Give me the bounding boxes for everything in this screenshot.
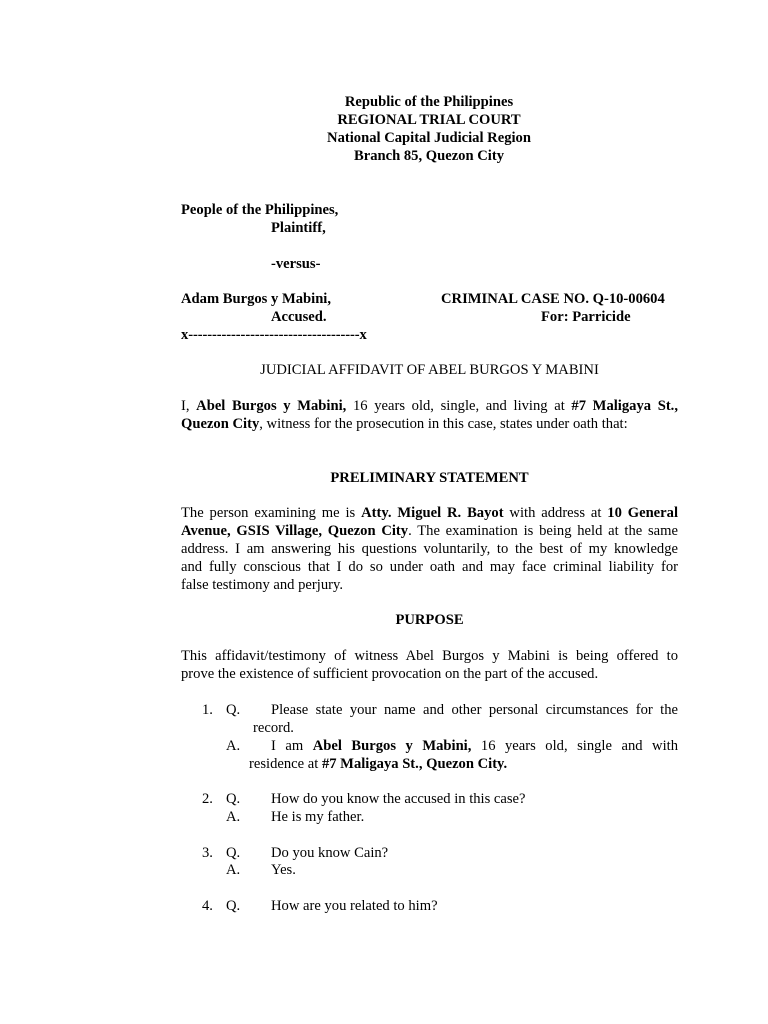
- answer-text: [271, 737, 678, 755]
- plaintiff-role: Plaintiff,: [271, 220, 326, 236]
- preliminary-line-3: address. I am answering his questions voluntarily, to the best of my knowledge: [181, 541, 678, 557]
- answer-text: He is my father.: [271, 809, 365, 825]
- answer-witness-name: Abel Burgos y Mabini,: [312, 738, 472, 754]
- answer-text-cont: [249, 755, 507, 773]
- header-republic: Republic of the Philippines: [344, 94, 514, 110]
- intro-mid: 16 years old, single, and living at: [346, 398, 572, 414]
- answer-residence-pre: residence at: [249, 756, 322, 772]
- qa-number: 2.: [202, 791, 213, 807]
- preliminary-line-5: false testimony and perjury.: [181, 577, 343, 593]
- qa-number: 3.: [202, 845, 213, 861]
- preliminary-text: The person examining me is: [181, 505, 362, 521]
- versus-label: -versus-: [271, 256, 321, 272]
- question-text-cont: record.: [253, 720, 294, 736]
- qa-number: 1.: [202, 702, 213, 718]
- question-text: How do you know the accused in this case?: [271, 791, 526, 807]
- affidavit-title: JUDICIAL AFFIDAVIT OF ABEL BURGOS Y MABINI: [260, 362, 599, 378]
- examiner-name: Atty. Miguel R. Bayot: [361, 505, 504, 521]
- answer-label: A.: [226, 809, 241, 825]
- purpose-paragraph: [181, 647, 678, 683]
- intro-rest: , witness for the prosecution in this case, states under oath that:: [259, 416, 628, 432]
- header-region: National Capital Judicial Region: [327, 130, 531, 146]
- preliminary-text: . The examination is being held at the same: [408, 523, 678, 539]
- intro-witness-name: Abel Burgos y Mabini,: [196, 398, 347, 414]
- qa-number: 4.: [202, 898, 213, 914]
- purpose-heading: PURPOSE: [395, 612, 464, 628]
- intro-address-2: Quezon City: [181, 416, 260, 432]
- examiner-address-1: 10 General: [607, 505, 678, 521]
- intro-i: I,: [181, 398, 197, 414]
- header-branch: Branch 85, Quezon City: [354, 148, 504, 164]
- answer-pre: I am: [271, 738, 313, 754]
- answer-label: A.: [226, 862, 241, 878]
- header-court: REGIONAL TRIAL COURT: [337, 112, 521, 128]
- examiner-address-2: Avenue, GSIS Village, Quezon City: [181, 523, 409, 539]
- preliminary-heading: PRELIMINARY STATEMENT: [330, 470, 529, 486]
- purpose-line-1: This affidavit/testimony of witness Abel Burgos y Mabini is being offered to: [181, 648, 678, 664]
- question-label: Q.: [226, 791, 241, 807]
- question-text: How are you related to him?: [271, 898, 438, 914]
- accused-name: Adam Burgos y Mabini,: [181, 291, 332, 307]
- caption-separator: x------------------------------------x: [181, 327, 367, 343]
- intro-paragraph: [181, 397, 678, 433]
- preliminary-text: with address at: [503, 505, 608, 521]
- case-number: CRIMINAL CASE NO. Q-10-00604: [441, 291, 665, 307]
- question-label: Q.: [226, 898, 241, 914]
- case-offense: For: Parricide: [541, 309, 631, 325]
- answer-label: A.: [226, 738, 241, 754]
- preliminary-paragraph: [181, 504, 678, 594]
- intro-address-1: #7 Maligaya St.,: [571, 398, 678, 414]
- question-label: Q.: [226, 702, 241, 718]
- answer-residence: #7 Maligaya St., Quezon City.: [321, 756, 508, 772]
- question-text: Do you know Cain?: [271, 845, 389, 861]
- question-text: Please state your name and other personal circumstances for the: [271, 702, 678, 718]
- answer-mid: 16 years old, single and with: [471, 738, 678, 754]
- preliminary-line-4: and fully conscious that I do so under oath and may face criminal liability for: [181, 559, 678, 575]
- question-label: Q.: [226, 845, 241, 861]
- purpose-line-2: prove the existence of sufficient provocation on the part of the accused.: [181, 666, 599, 682]
- answer-text: Yes.: [271, 862, 296, 878]
- plaintiff-name: People of the Philippines,: [181, 202, 339, 218]
- accused-role: Accused.: [271, 309, 327, 325]
